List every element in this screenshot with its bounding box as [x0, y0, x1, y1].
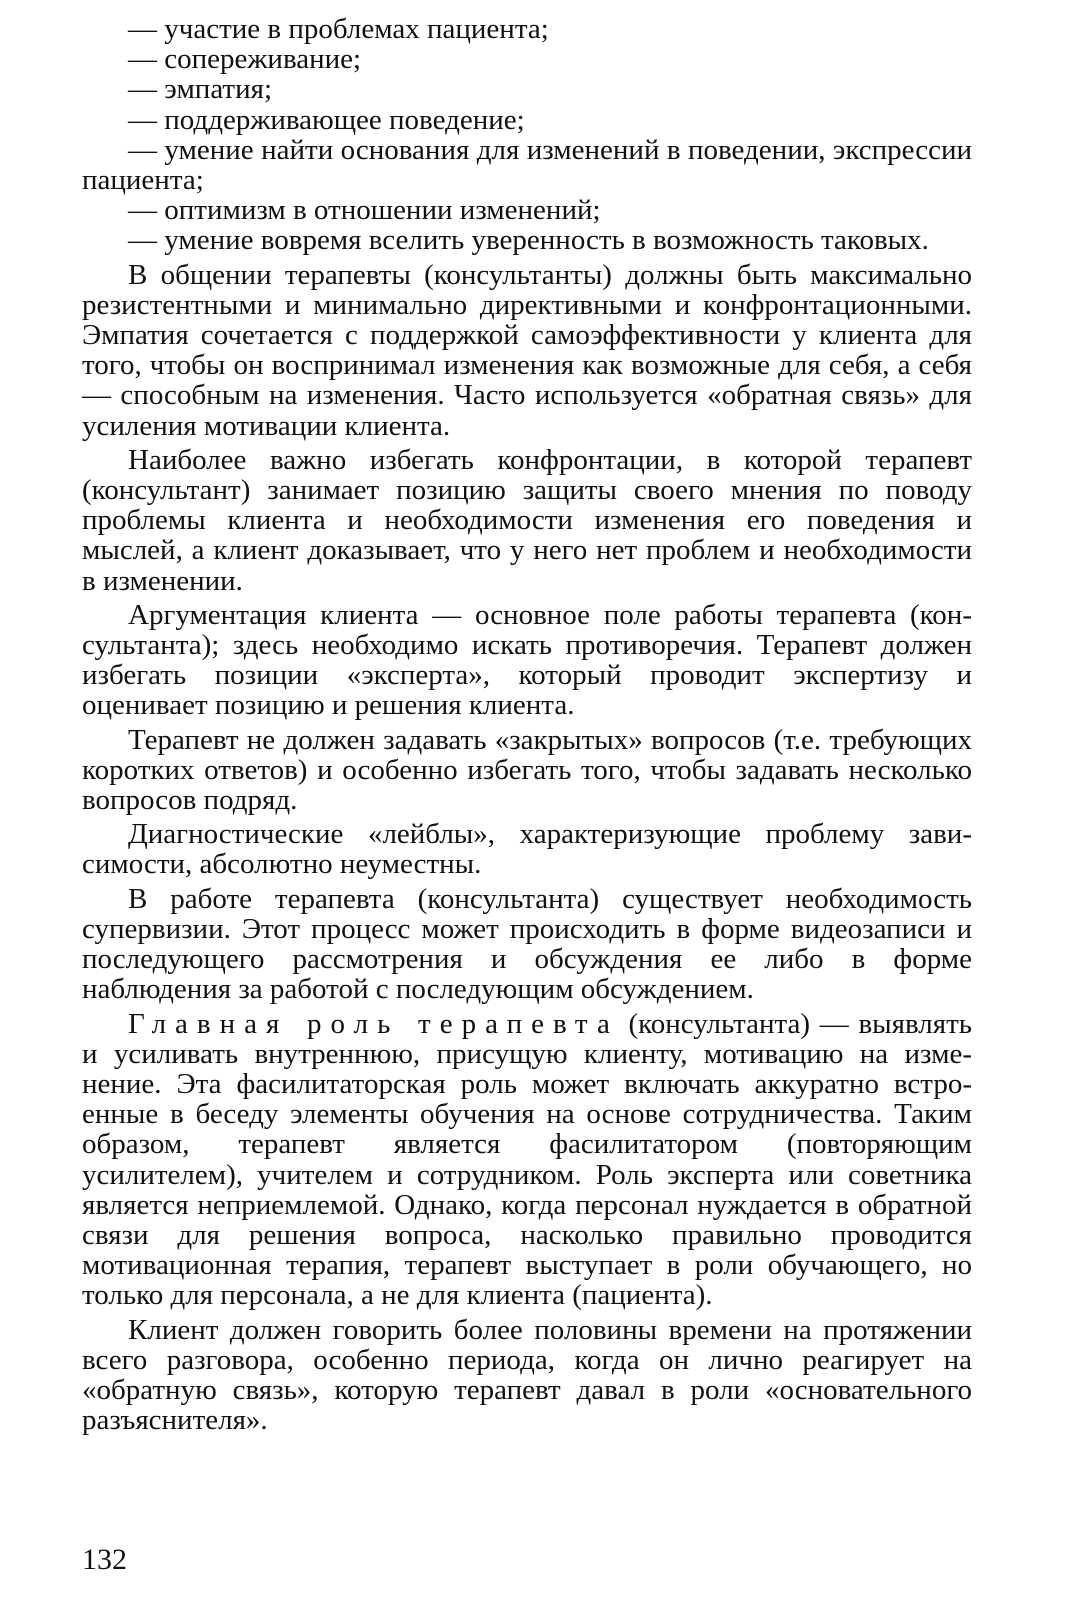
- role-text: (консультанта) — выявлять и усиливать внутреннюю, присущую клиенту, мотивацию на изменение. Эта фасилитаторская роль может включать аккуратно встроенные в беседу элементы обучения на основе сотрудничества. Таким образом, терапевт является фасилитатором (повторяющим усилителем), учителем и сотрудником. Роль эксперта или советника является неприемлемой. Однако, когда персонал нуждается в обратной связи для решения вопроса, насколько правильно проводится мотивационная терапия, терапевт выступает в роли обучающего, но только для персонала, а не для клиента (пациента).: [82, 1007, 972, 1312]
- paragraph-argumentation: Аргументация клиента — основное поле работы терапевта (консультанта); здесь необходимо искать противоречия. Терапевт должен избегать позиции «эксперта», который проводит экспертизу и оценивает позицию и решения клиента.: [82, 598, 972, 722]
- paragraph-labels: Диагностические «лейблы», характеризующие проблему зависимости, абсолютно неуместны.: [82, 818, 972, 881]
- bullet-item: — умение вовремя вселить уверенность в возможность таковых.: [128, 224, 929, 257]
- bullet-item: — эмпатия;: [128, 73, 273, 106]
- bullet-item: — умение найти основания для изменений в поведении, экспрессии пациента;: [82, 133, 980, 197]
- role-emphasis: Главная роль терапевта: [128, 1007, 619, 1040]
- bullet-item: — участие в проблемах пациента;: [128, 13, 549, 45]
- paragraph-supervision: В работе терапевта (консультанта) существует необходимость супервизии. Этот процесс может происходить в форме видеозаписи и последующего рассмотрения и обсуждения ее либо в форме наблюдения за работой с последующим обсуждением.: [82, 882, 972, 1006]
- book-page: [82, 13, 980, 1589]
- bullet-item: — поддерживающее поведение;: [128, 103, 525, 136]
- page-number: 132: [82, 1543, 127, 1576]
- paragraph-therapist-role: [82, 1009, 972, 1311]
- paragraph-communication: В общении терапевты (консультанты) должны быть максимально резистентными и минимально директивными и конфронтационными. Эмпатия сочетается с поддержкой самоэффективности у клиента для того, чтобы он воспринимал изменения как возможные для себя, а себя — способным на изменения. Часто используется «обратная связь» для усиления мотивации клиента.: [82, 258, 972, 442]
- paragraph-questions: Терапевт не должен задавать «закрытых» вопросов (т.е. требующих коротких ответов) и особенно избегать того, чтобы задавать несколько вопросов подряд.: [82, 723, 972, 817]
- bullet-item: — оптимизм в отношении изменений;: [128, 194, 601, 227]
- paragraph-confrontation: Наиболее важно избегать конфронтации, в которой терапевт (консультант) занимает позицию защиты своего мнения по поводу проблемы клиента и необходимости изменения его поведения и мыслей, а клиент доказывает, что у него нет проблем и необходимости в изменении.: [82, 443, 972, 597]
- paragraph-client-speaking: Клиент должен говорить более половины времени на протяжении всего разговора, особенно периода, когда он лично реагирует на «обратную связь», которую терапевт давал в роли «основательного разъяснителя».: [82, 1313, 972, 1437]
- bullet-item: — сопереживание;: [128, 43, 362, 76]
